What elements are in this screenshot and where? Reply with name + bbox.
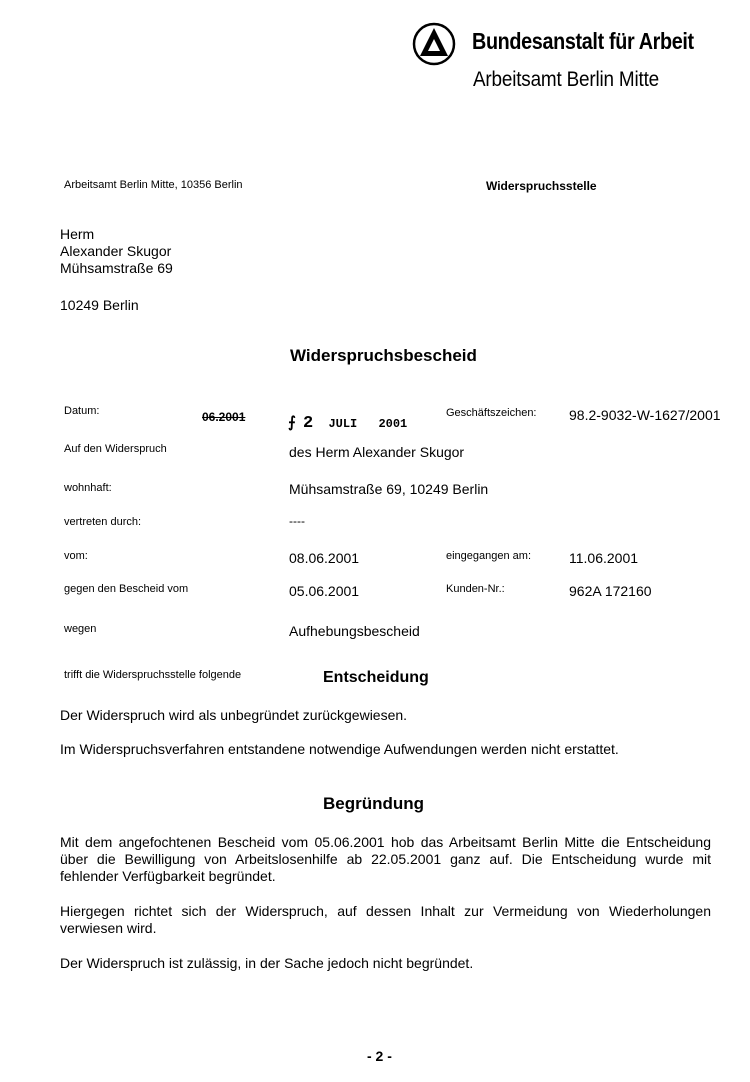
stamp-month: JULI xyxy=(328,417,358,431)
recipient-name: Alexander Skugor xyxy=(60,243,172,259)
decision-line-1: Der Widerspruch wird als unbegründet zurückgewiesen. xyxy=(60,707,408,723)
reasoning-paragraph-3: Der Widerspruch ist zulässig, in der Sache jedoch nicht begründet. xyxy=(60,955,474,971)
eingegangen-value: 11.06.2001 xyxy=(569,550,639,566)
wohnhaft-label: wohnhaft: xyxy=(64,482,112,494)
stamp-year: 2001 xyxy=(378,417,408,431)
bescheid-value: 05.06.2001 xyxy=(289,583,360,599)
wohnhaft-value: Mühsamstraße 69, 10249 Berlin xyxy=(289,481,489,497)
vertreten-value: ---- xyxy=(289,514,305,528)
reasoning-paragraph-2: Hiergegen richtet sich der Widerspruch, auf dessen Inhalt zur Vermeidung von Wiederholungen verwiesen wird. xyxy=(60,903,711,936)
stamp-day: 2 xyxy=(303,414,314,433)
wegen-label: wegen xyxy=(64,623,97,635)
recipient-city: 10249 Berlin xyxy=(60,297,139,313)
document-title: Widerspruchsbescheid xyxy=(290,346,477,365)
decision-heading: Entscheidung xyxy=(323,669,429,686)
datum-label: Datum: xyxy=(64,405,100,417)
office-name: Arbeitsamt Berlin Mitte xyxy=(473,68,659,91)
department: Widerspruchsstelle xyxy=(486,179,597,193)
geschaeftszeichen-label: Geschäftszeichen: xyxy=(446,407,537,419)
recipient-salutation: Herm xyxy=(60,226,95,242)
widerspruch-value: des Herm Alexander Skugor xyxy=(289,444,465,460)
bescheid-label: gegen den Bescheid vom xyxy=(64,583,189,595)
widerspruch-label: Auf den Widerspruch xyxy=(64,443,167,455)
recipient-street: Mühsamstraße 69 xyxy=(60,260,173,276)
vertreten-label: vertreten durch: xyxy=(64,516,142,528)
decision-line-2: Im Widerspruchsverfahren entstandene notwendige Aufwendungen werden nicht erstattet. xyxy=(60,741,619,757)
kunden-value: 962A 172160 xyxy=(569,583,652,599)
vom-label: vom: xyxy=(64,550,88,562)
sender-line: Arbeitsamt Berlin Mitte, 10356 Berlin xyxy=(64,179,243,191)
recipient-address xyxy=(60,226,173,277)
trifft-label: trifft die Widerspruchsstelle folgende xyxy=(64,669,242,681)
page-number: - 2 - xyxy=(367,1048,392,1064)
wegen-value: Aufhebungsbescheid xyxy=(289,623,420,639)
date-stamp: ⨍ 2 JULI 2001 xyxy=(288,414,408,433)
reasoning-heading: Begründung xyxy=(323,794,425,813)
kunden-label: Kunden-Nr.: xyxy=(446,583,505,595)
eingegangen-label: eingegangen am: xyxy=(446,550,532,562)
geschaeftszeichen-value: 98.2-9032-W-1627/2001 xyxy=(569,407,721,423)
agency-name: Bundesanstalt für Arbeit xyxy=(472,28,694,54)
datum-struck: 06.2001 xyxy=(202,410,246,424)
triangle-emblem-icon xyxy=(412,22,456,66)
vom-value: 08.06.2001 xyxy=(289,550,360,566)
reasoning-paragraph-1: Mit dem angefochtenen Bescheid vom 05.06.2001 hob das Arbeitsamt Berlin Mitte die Entscheidung über die Bewilligung von Arbeitslosenhilfe ab 22.05.2001 ganz auf. Die Entscheidung wurde mit fehlender Verfügbarkeit begründet. xyxy=(60,834,711,884)
